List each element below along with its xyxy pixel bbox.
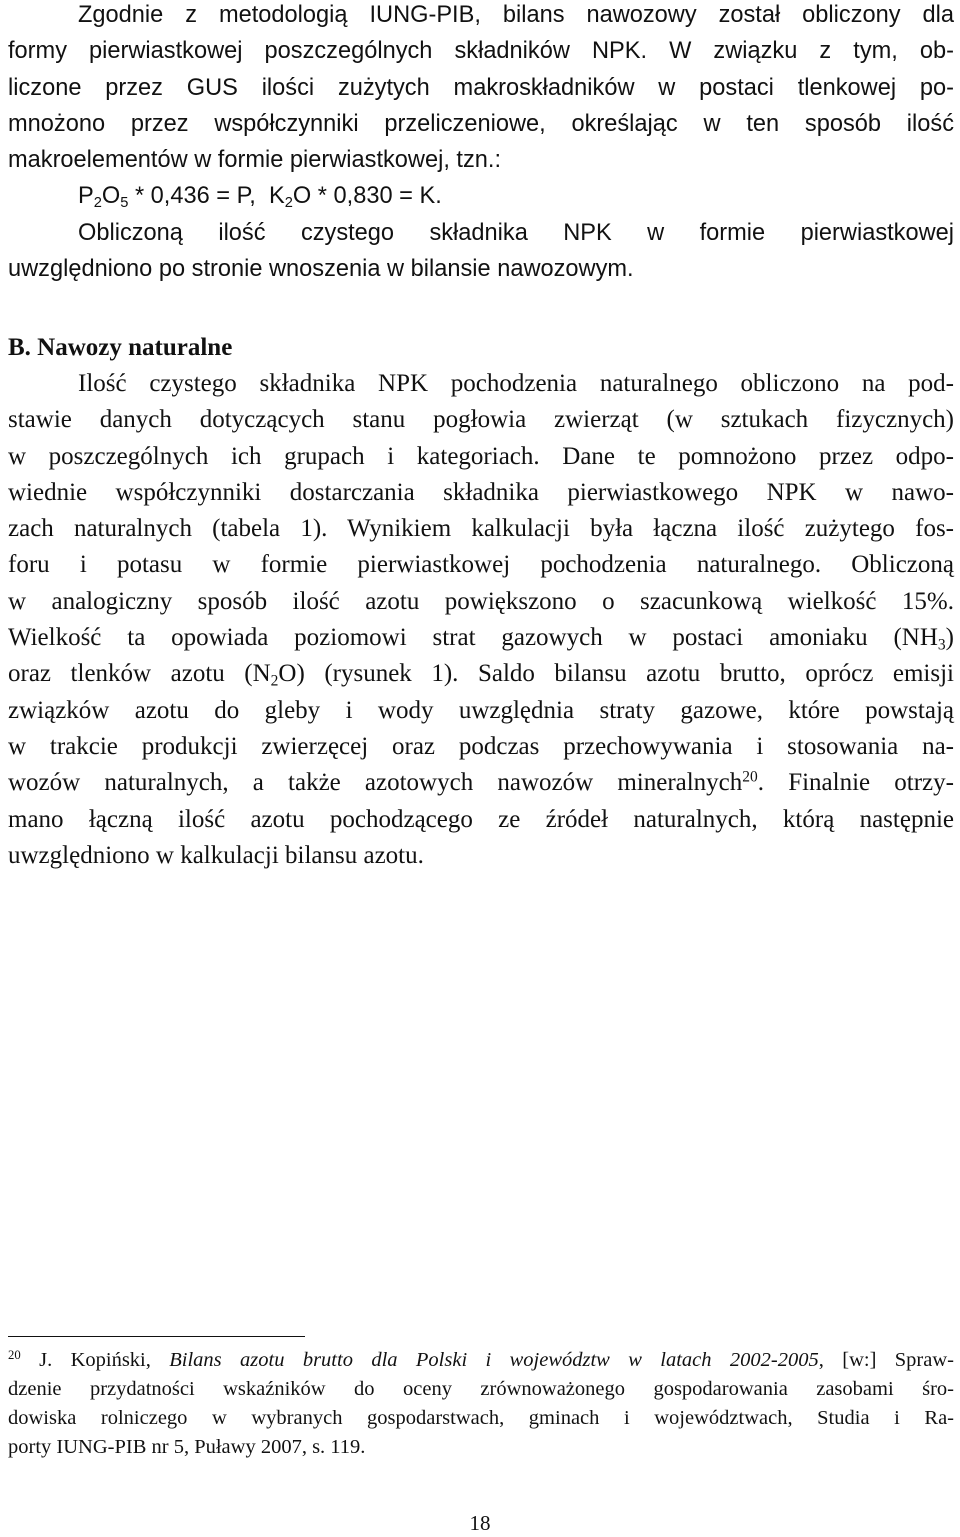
footnote-ref-text bbox=[8, 769, 954, 796]
formula-k-factor: O * 0,830 = K. bbox=[292, 183, 442, 210]
nh3-subscript: 3 bbox=[937, 636, 946, 654]
n2o-text bbox=[8, 660, 954, 690]
paragraph-line: makroelementów w formie pierwiastkowej, tzn.: bbox=[8, 147, 502, 174]
footnote-marker: 20 bbox=[8, 1348, 21, 1363]
paragraph-line: Zgodnie z metodologią IUNG-PIB, bilans nawozowy został obliczony dla bbox=[78, 2, 954, 28]
footnote-title: Bilans azotu brutto dla Polski i województw w latach 2002-2005 bbox=[169, 1349, 819, 1371]
footnote-line: porty IUNG-PIB nr 5, Puławy 2007, s. 119. bbox=[8, 1436, 366, 1458]
footnote-line: dzenie przydatności wskaźników do oceny zrównoważonego gospodarowania zasobami śro- bbox=[8, 1378, 954, 1400]
section-heading: B. Nawozy naturalne bbox=[8, 334, 233, 361]
paragraph-line: Ilość czystego składnika NPK pochodzenia naturalnego obliczono na pod- bbox=[78, 370, 954, 397]
paragraph-line: wiednie współczynniki dostarczania składnika pierwiastkowego NPK w nawo- bbox=[8, 478, 954, 506]
nh3-before: Wielkość ta opowiada poziomowi strat gazowych w postaci amoniaku (NH bbox=[8, 624, 938, 652]
footnote bbox=[8, 1346, 954, 1462]
conversion-formula bbox=[8, 178, 954, 214]
footnote-line bbox=[8, 1346, 954, 1375]
paragraph-line: w poszczególnych ich grupach i kategoriach. Dane te pomnożono przez odpo- bbox=[8, 442, 954, 470]
n2o-subscript: 2 bbox=[270, 672, 279, 690]
paragraph-line: związków azotu do gleby i wody uwzględnia straty gazowe, które powstają bbox=[8, 696, 954, 724]
paragraph-line: w trakcie produkcji zwierzęcej oraz podczas przechowywania i stosowania na- bbox=[8, 732, 954, 760]
paragraph-line: w analogiczny sposób ilość azotu powiększono o szacunkową wielkość 15%. bbox=[8, 587, 954, 615]
natural-fertilizers-paragraph bbox=[8, 366, 954, 874]
formula-k-subscript: 2 bbox=[284, 195, 293, 212]
footnote-ref-before: wozów naturalnych, a także azotowych nawozów mineralnych bbox=[8, 769, 743, 797]
footnote-line1-rest: , [w:] Spraw- bbox=[818, 1349, 954, 1371]
formula-o-subscript: 5 bbox=[120, 195, 129, 212]
paragraph-line: foru i potasu w formie pierwiastkowej pochodzenia naturalnego. Obliczoną bbox=[8, 551, 954, 579]
formula-p-factor: * 0,436 = P, bbox=[128, 183, 256, 210]
footnote-ref-after: . Finalnie otrzy- bbox=[757, 769, 954, 797]
formula-p-subscript: 2 bbox=[93, 195, 102, 212]
paragraph-line: mano łączną ilość azotu pochodzącego ze źródeł naturalnych, którą następnie bbox=[8, 805, 954, 833]
footnote-author: J. Kopiński, bbox=[20, 1349, 170, 1371]
formula-o-symbol: O bbox=[101, 183, 121, 210]
nh3-text bbox=[8, 624, 954, 654]
paragraph-line: zach naturalnych (tabela 1). Wynikiem kalkulacji była łączna ilość zużytego fos- bbox=[8, 515, 954, 543]
paragraph-line: liczone przez GUS ilości zużytych makroskładników w postaci tlenkowej po- bbox=[8, 74, 954, 101]
paragraph-line: uwzględniono w kalkulacji bilansu azotu. bbox=[8, 841, 424, 869]
footnote-line: dowiska rolniczego w wybranych gospodarstwach, gminach i województwach, Studia i Ra- bbox=[8, 1407, 954, 1429]
paragraph-line-nh3 bbox=[8, 620, 954, 656]
footnote-reference[interactable]: 20 bbox=[742, 768, 758, 786]
formula-k-symbol: K bbox=[269, 183, 285, 210]
paragraph-line: Obliczoną ilość czystego składnika NPK w formie pierwiastkowej bbox=[78, 219, 954, 246]
n2o-after: O) (rysunek 1). Saldo bilansu azotu brutto, oprócz emisji bbox=[278, 660, 954, 688]
paragraph-line: formy pierwiastkowej poszczególnych składników NPK. W związku z tym, ob- bbox=[8, 38, 954, 65]
paragraph-line: stawie danych dotyczących stanu pogłowia zwierząt (w sztukach fizycznych) bbox=[8, 406, 954, 434]
formula-p-symbol: P bbox=[78, 183, 94, 210]
n2o-before: oraz tlenków azotu (N bbox=[8, 660, 271, 688]
methodology-paragraph bbox=[8, 0, 954, 287]
footnote-separator bbox=[8, 1336, 305, 1337]
nh3-after: ) bbox=[945, 624, 954, 652]
paragraph-line: uwzględniono po stronie wnoszenia w bilansie nawozowym. bbox=[8, 256, 634, 283]
page-number: 18 bbox=[469, 1511, 491, 1535]
paragraph-line-footnote-ref bbox=[8, 765, 954, 801]
paragraph-line-n2o bbox=[8, 656, 954, 692]
paragraph-line: mnożono przez współczynniki przeliczeniowe, określając w ten sposób ilość bbox=[8, 110, 954, 137]
